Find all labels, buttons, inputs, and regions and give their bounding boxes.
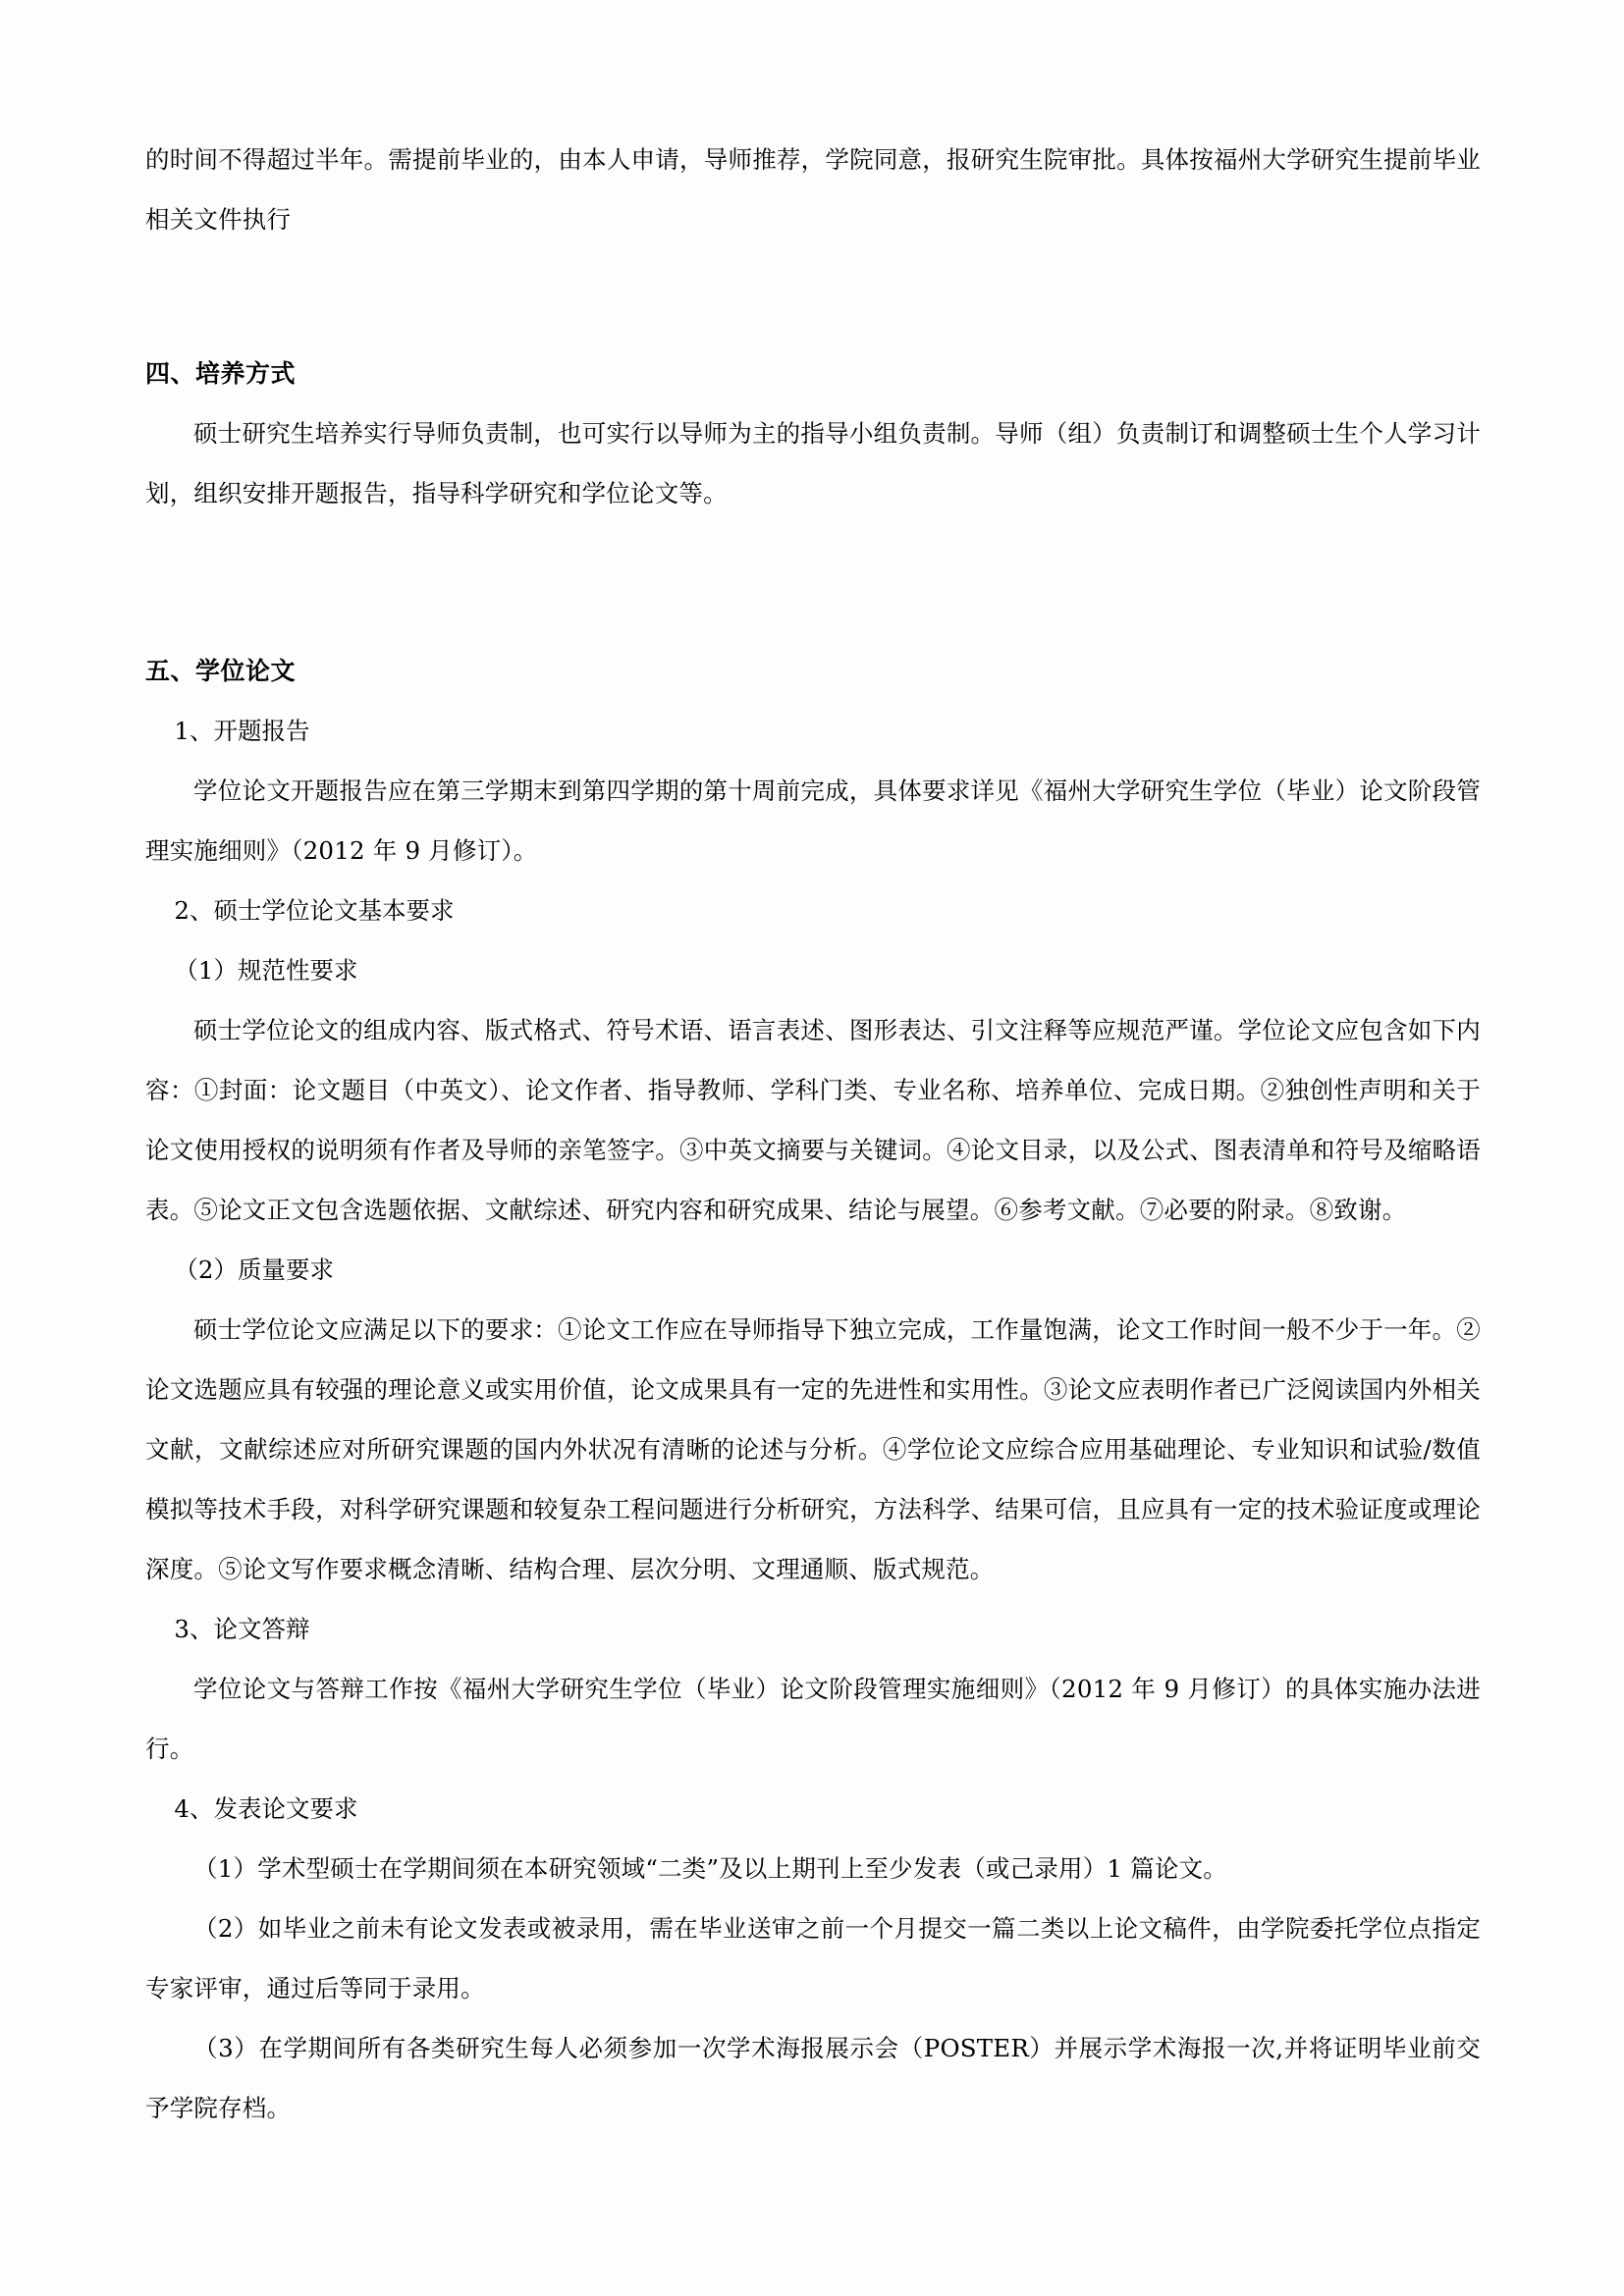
- document-body: [145, 130, 1481, 2138]
- subheading-publication-requirements: 4、发表论文要求: [174, 1794, 358, 1823]
- subheading-basic-requirements: 2、硕士学位论文基本要求: [174, 896, 455, 925]
- heading-degree-thesis: 五、学位论文: [145, 657, 297, 685]
- paragraph-normative-requirements: 硕士学位论文的组成内容、版式格式、符号术语、语言表述、图形表达、引文注释等应规范严谨。学位论文应包含如下内容：①封面：论文题目（中英文）、论文作者、指导教师、学科门类、专业名称、培养单位、完成日期。②独创性声明和关于论文使用授权的说明须有作者及导师的亲笔签字。③中英文摘要与关键词。④论文目录，以及公式、图表清单和符号及缩略语表。⑤论文正文包含选题依据、文献综述、研究内容和研究成果、结论与展望。⑥参考文献。⑦必要的附录。⑧致谢。: [145, 1016, 1481, 1224]
- paragraph-early-graduation: 的时间不得超过半年。需提前毕业的，由本人申请，导师推荐，学院同意，报研究生院审批。具体按福州大学研究生提前毕业相关文件执行: [145, 145, 1481, 234]
- paragraph-publication-item-2: （2）如毕业之前未有论文发表或被录用，需在毕业送审之前一个月提交一篇二类以上论文稿件，由学院委托学位点指定专家评审，通过后等同于录用。: [145, 1914, 1481, 2002]
- paragraph-thesis-defense: 学位论文与答辩工作按《福州大学研究生学位（毕业）论文阶段管理实施细则》（2012 年 9 月修订）的具体实施办法进行。: [145, 1675, 1481, 1763]
- paragraph-publication-item-1: （1）学术型硕士在学期间须在本研究领域“二类”及以上期刊上至少发表（或己录用）1 篇论文。: [193, 1854, 1228, 1883]
- subheading-quality-requirements: （2）质量要求: [174, 1255, 334, 1284]
- subheading-thesis-defense: 3、论文答辩: [174, 1615, 310, 1643]
- subheading-normative-requirements: （1）规范性要求: [174, 956, 358, 985]
- paragraph-proposal-report: 学位论文开题报告应在第三学期末到第四学期的第十周前完成，具体要求详见《福州大学研究生学位（毕业）论文阶段管理实施细则》（2012 年 9 月修订）。: [145, 776, 1481, 865]
- spacer: [145, 523, 1481, 641]
- paragraph-publication-item-3: （3）在学期间所有各类研究生每人必须参加一次学术海报展示会（POSTER）并展示学术海报一次,并将证明毕业前交予学院存档。: [145, 2034, 1481, 2122]
- spacer: [145, 249, 1481, 344]
- paragraph-quality-requirements: 硕士学位论文应满足以下的要求：①论文工作应在导师指导下独立完成，工作量饱满，论文工作时间一般不少于一年。②论文选题应具有较强的理论意义或实用价值，论文成果具有一定的先进性和实用性。③论文应表明作者已广泛阅读国内外相关文献，文献综述应对所研究课题的国内外状况有清晰的论述与分析。④学位论文应综合应用基础理论、专业知识和试验/数值模拟等技术手段，对科学研究课题和较复杂工程问题进行分析研究，方法科学、结果可信，且应具有一定的技术验证度或理论深度。⑤论文写作要求概念清晰、结构合理、层次分明、文理通顺、版式规范。: [145, 1315, 1481, 1583]
- subheading-proposal-report: 1、开题报告: [174, 717, 310, 745]
- heading-training-method: 四、培养方式: [145, 359, 297, 388]
- paragraph-training-method: 硕士研究生培养实行导师负责制，也可实行以导师为主的指导小组负责制。导师（组）负责制订和调整硕士生个人学习计划，组织安排开题报告，指导科学研究和学位论文等。: [145, 419, 1481, 507]
